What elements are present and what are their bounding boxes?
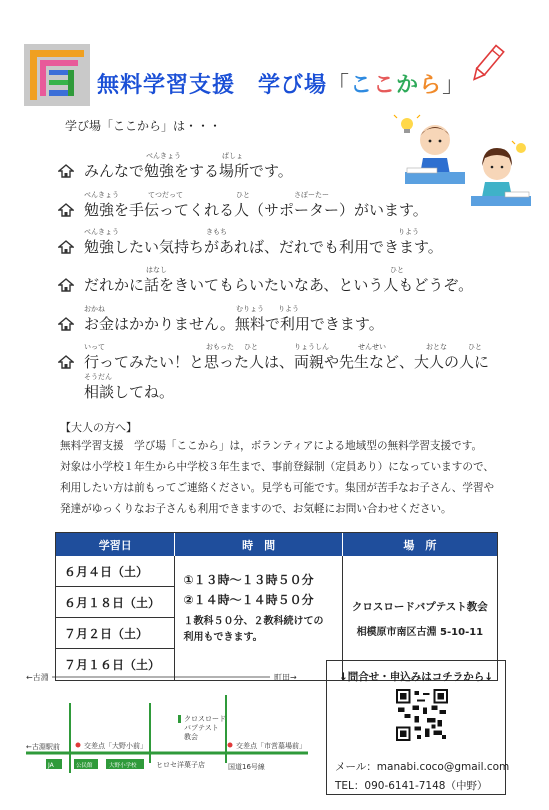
map-right-arrow: 町田→ [274, 673, 297, 682]
map-shop: ヒロセ洋菓子店 [156, 761, 205, 769]
date-cell: ６月１８日（土） [56, 587, 174, 618]
adults-paragraph-line: 無料学習支援 学び場「ここから」は，ボランティアによる地域型の無料学習支援です。 [60, 440, 483, 452]
house-bullet-icon [58, 355, 74, 369]
date-column [56, 556, 175, 680]
logo-icon [24, 44, 90, 106]
intro-text: 学び場「ここから」は・・・ [65, 119, 222, 133]
contact-heading: ↓問合せ・申込みはコチラから↓ [338, 671, 494, 683]
students-illustration [385, 110, 535, 210]
time-note: １教科５０分、２教科続けての 利用もできます。 [183, 616, 324, 643]
svg-text:バプテスト: バプテスト [184, 724, 219, 732]
header-time: 時 間 [175, 533, 342, 556]
schedule-table-header [56, 533, 497, 556]
map-park: 公民館 [76, 763, 93, 769]
contact-email[interactable]: メール：manabi.coco@gmail.com [335, 761, 510, 773]
header-place: 場 所 [403, 538, 437, 552]
place-name: クロスロードバプテスト教会 [351, 600, 488, 613]
date-cell: ７月２日（土） [56, 618, 174, 649]
contact-tel[interactable]: TEL：090-6141-7148（中野） [335, 780, 488, 792]
pencil-icon [467, 42, 507, 86]
house-bullet-icon [58, 317, 74, 331]
map-left-arrow: ←古淵 [26, 673, 49, 682]
map-signal-2: 交差点「市営墓場前」 [236, 742, 306, 750]
location-map [22, 665, 312, 790]
page-title: 無料学習支援 学び場「ここから」 [97, 73, 466, 98]
map-route: 国道16号線 [228, 763, 265, 771]
map-station-label: ←古淵駅前 [26, 743, 60, 751]
map-signal-1: 交差点「大野小前」 [84, 742, 147, 750]
svg-text:教会: 教会 [184, 733, 198, 741]
adults-paragraph-line: 発達がゆっくりなお子さんも利用できますので、お気軽にお問い合わせください。 [60, 503, 452, 515]
map-church-label: クロスロード [184, 715, 226, 723]
adults-paragraph-line: 対象は小学校１年生から中学校３年生まで、事前登録制（定員あり）になっていますので、 [60, 461, 494, 473]
house-bullet-icon [58, 278, 74, 292]
map-school: 大野小学校 [109, 763, 137, 769]
time-slot: ②１４時～１４時５０分 [183, 593, 314, 607]
contact-box [326, 660, 510, 795]
place-address: 相模原市南区古淵 5-10-11 [356, 626, 484, 638]
time-column [175, 556, 342, 680]
adults-heading: 【大人の方へ】 [60, 421, 137, 434]
house-bullet-icon [58, 164, 74, 178]
qr-code-icon[interactable] [396, 689, 448, 741]
time-slot: ①１３時～１３時５０分 [183, 573, 314, 587]
date-cell: ６月４日（土） [56, 556, 174, 587]
schedule-table [55, 532, 498, 681]
map-ja: JA [48, 762, 54, 769]
house-bullet-icon [58, 240, 74, 254]
header-date: 学習日 [56, 533, 175, 556]
house-bullet-icon [58, 203, 74, 217]
date-cell: ７月１６日（土） [64, 658, 161, 672]
adults-paragraph-line: 利用したい方は前もってご連絡ください。見学も可能です。集団が苦手なお子さん、学習や [60, 482, 495, 494]
